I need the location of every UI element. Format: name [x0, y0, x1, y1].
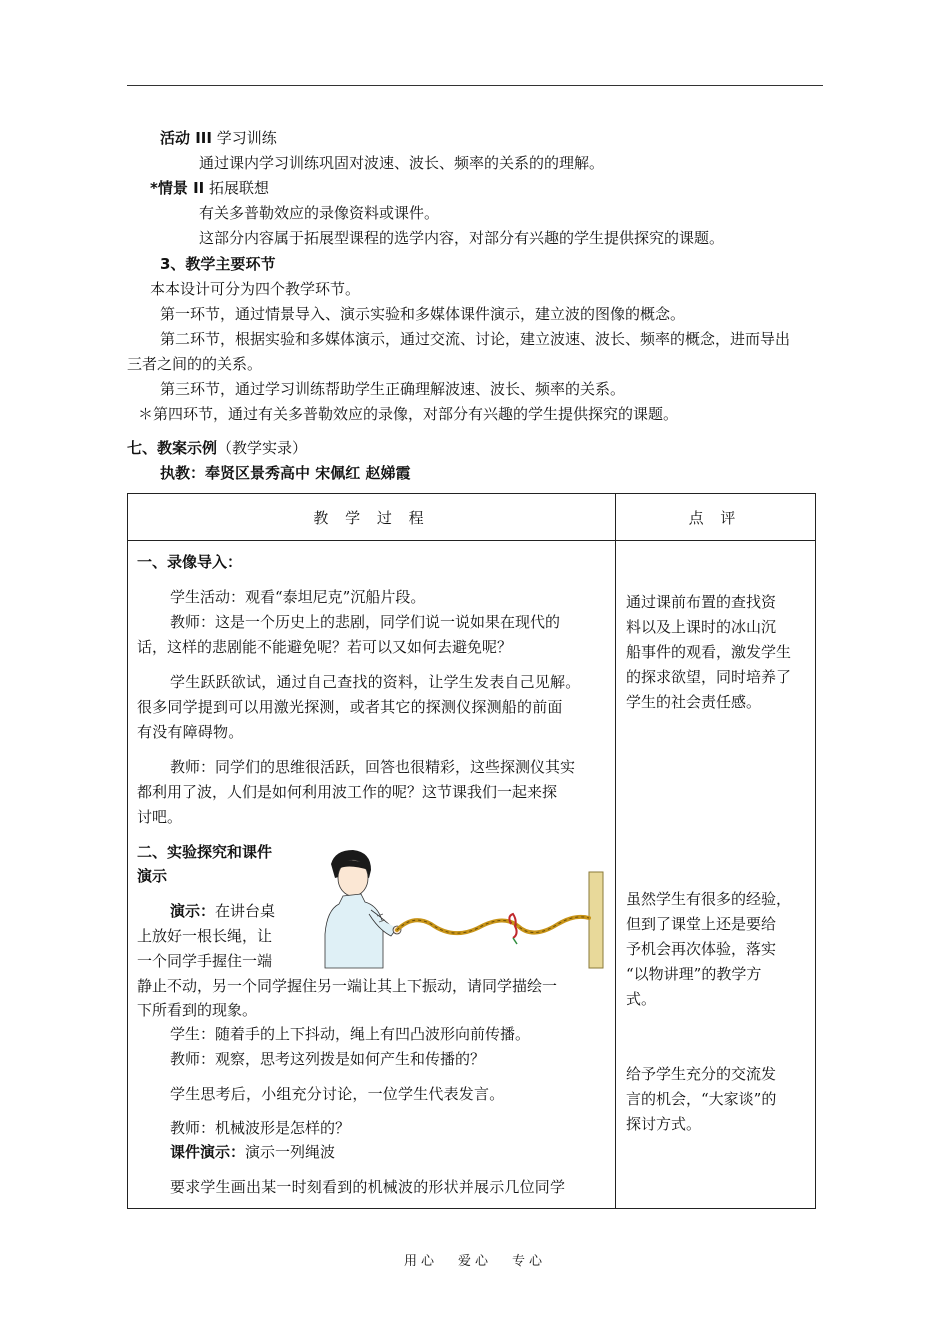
footer-word: 用心 — [403, 1254, 438, 1269]
part2-line: 要求学生画出某一时刻看到的机械波的形状并展示几位同学 — [170, 1178, 566, 1196]
part2-line: 教师：机械波形是怎样的？ — [170, 1119, 351, 1137]
step3: 第三环节，通过学习训练帮助学生正确理解波速、波长、频率的关系。 — [160, 380, 626, 398]
part2-text: 在讲台桌 — [215, 902, 276, 920]
section3-title: 3、教学主要环节 — [160, 255, 276, 273]
part2-title: 二、实验探究和课件 — [137, 843, 273, 861]
part2-line: 静止不动，另一个同学握住另一端让其上下振动，请同学描绘一 — [137, 977, 558, 995]
comment-line: 虽然学生有很多的经验， — [626, 890, 792, 908]
footer-word: 爱心 — [457, 1254, 492, 1269]
scene2-desc1: 有关多普勒效应的录像资料或课件。 — [199, 204, 440, 222]
header-comment: 点 评 — [688, 509, 742, 527]
part1-line: 很多同学提到可以用激光探测，或者其它的探测仪探测船的前面 — [137, 698, 563, 716]
part2-title: 演示 — [137, 867, 168, 885]
part2-line — [170, 901, 275, 921]
part1-line: 教师：同学们的思维很活跃，回答也很精彩，这些探测仪其实 — [170, 758, 576, 776]
part1-line: 话，这样的悲剧能不能避免呢？若可以又如何去避免呢？ — [137, 638, 513, 656]
comment-line: 的探求欲望，同时培养了 — [626, 668, 792, 686]
scene2-title: *情景 II — [150, 179, 205, 197]
comment-line: 船事件的观看，激发学生 — [626, 643, 792, 661]
header-rule — [127, 85, 823, 86]
teacher-line: 执教：奉贤区景秀高中 宋佩红 赵娣霞 — [160, 464, 411, 482]
step1: 第一环节，通过情景导入、演示实验和多媒体课件演示，建立波的图像的概念。 — [160, 305, 686, 323]
step2-line1: 第二环节，根据实验和多媒体演示，通过交流、讨论，建立波速、波长、频率的概念，进而导出 — [160, 330, 791, 348]
rope-icon — [397, 917, 589, 933]
part1-line: 讨吧。 — [137, 808, 183, 826]
step2-line2: 三者之间的的关系。 — [127, 355, 263, 373]
part2-text: 演示一列绳波 — [245, 1143, 336, 1161]
part2-line: 教师：观察，思考这列拨是如何产生和传播的？ — [170, 1050, 486, 1068]
student-figure-icon — [325, 850, 401, 968]
activity3-desc: 通过课内学习训练巩固对波速、波长、频率的关系的的理解。 — [199, 154, 605, 172]
scene2-heading — [150, 178, 269, 198]
part1-line: 学生跃跃欲试，通过自己查找的资料，让学生发表自己见解。 — [170, 673, 581, 691]
part2-line — [170, 1142, 335, 1162]
comment-line: “以物讲理”的教学方 — [626, 965, 762, 983]
part2-line: 学生：随着手的上下抖动，绳上有凹凸波形向前传播。 — [170, 1025, 531, 1043]
activity3-heading — [160, 128, 277, 148]
knot-icon — [509, 914, 516, 938]
comment-line: 学生的社会责任感。 — [626, 693, 762, 711]
comment-line: 通过课前布置的查找资 — [626, 593, 777, 611]
table-column-divider — [615, 494, 616, 1208]
activity3-name: 学习训练 — [216, 129, 277, 147]
footer-word: 专心 — [512, 1254, 547, 1269]
post-icon — [589, 872, 603, 968]
scene2-name: 拓展联想 — [209, 179, 270, 197]
comment-line: 探讨方式。 — [626, 1115, 702, 1133]
demo-label: 演示： — [170, 902, 216, 920]
comment-line: 予机会再次体验，落实 — [626, 940, 777, 958]
part1-line: 学生活动：观看“泰坦尼克”沉船片段。 — [170, 588, 426, 606]
section7-subtitle: （教学实录） — [217, 439, 308, 457]
step4: ＊第四环节，通过有关多普勒效应的录像，对部分有兴趣的学生提供探究的课题。 — [138, 405, 679, 423]
section3-intro: 本本设计可分为四个教学环节。 — [150, 280, 361, 298]
comment-line: 但到了课堂上还是要给 — [626, 915, 777, 933]
scene2-desc2: 这部分内容属于拓展型课程的选学内容，对部分有兴趣的学生提供探究的课题。 — [199, 229, 725, 247]
part2-line: 学生思考后，小组充分讨论，一位学生代表发言。 — [170, 1085, 505, 1103]
part1-line: 教师：这是一个历史上的悲剧，同学们说一说如果在现代的 — [170, 613, 561, 631]
rope-wave-illustration — [313, 844, 605, 970]
comment-line: 料以及上课时的冰山沉 — [626, 618, 777, 636]
comment-line: 式。 — [626, 990, 657, 1008]
courseware-label: 课件演示： — [170, 1143, 246, 1161]
section7-heading — [127, 438, 307, 458]
activity3-title: 活动 III — [160, 129, 212, 147]
comment-line: 言的机会，“大家谈”的 — [626, 1090, 777, 1108]
page-footer — [0, 1250, 950, 1269]
part1-line: 都利用了波，人们是如何利用波工作的呢？这节课我们一起来探 — [137, 783, 558, 801]
section7-title: 七、教案示例 — [127, 439, 218, 457]
part2-line: 上放好一根长绳，让 — [137, 927, 273, 945]
header-process: 教 学 过 程 — [313, 509, 430, 527]
part1-title: 一、录像导入： — [137, 553, 243, 571]
part2-line: 下所看到的现象。 — [137, 1001, 258, 1019]
table-header-divider — [128, 540, 815, 541]
comment-line: 给予学生充分的交流发 — [626, 1065, 777, 1083]
part2-line: 一个同学手握住一端 — [137, 952, 273, 970]
knot-tail-icon — [513, 938, 517, 944]
part1-line: 有没有障碍物。 — [137, 723, 244, 741]
